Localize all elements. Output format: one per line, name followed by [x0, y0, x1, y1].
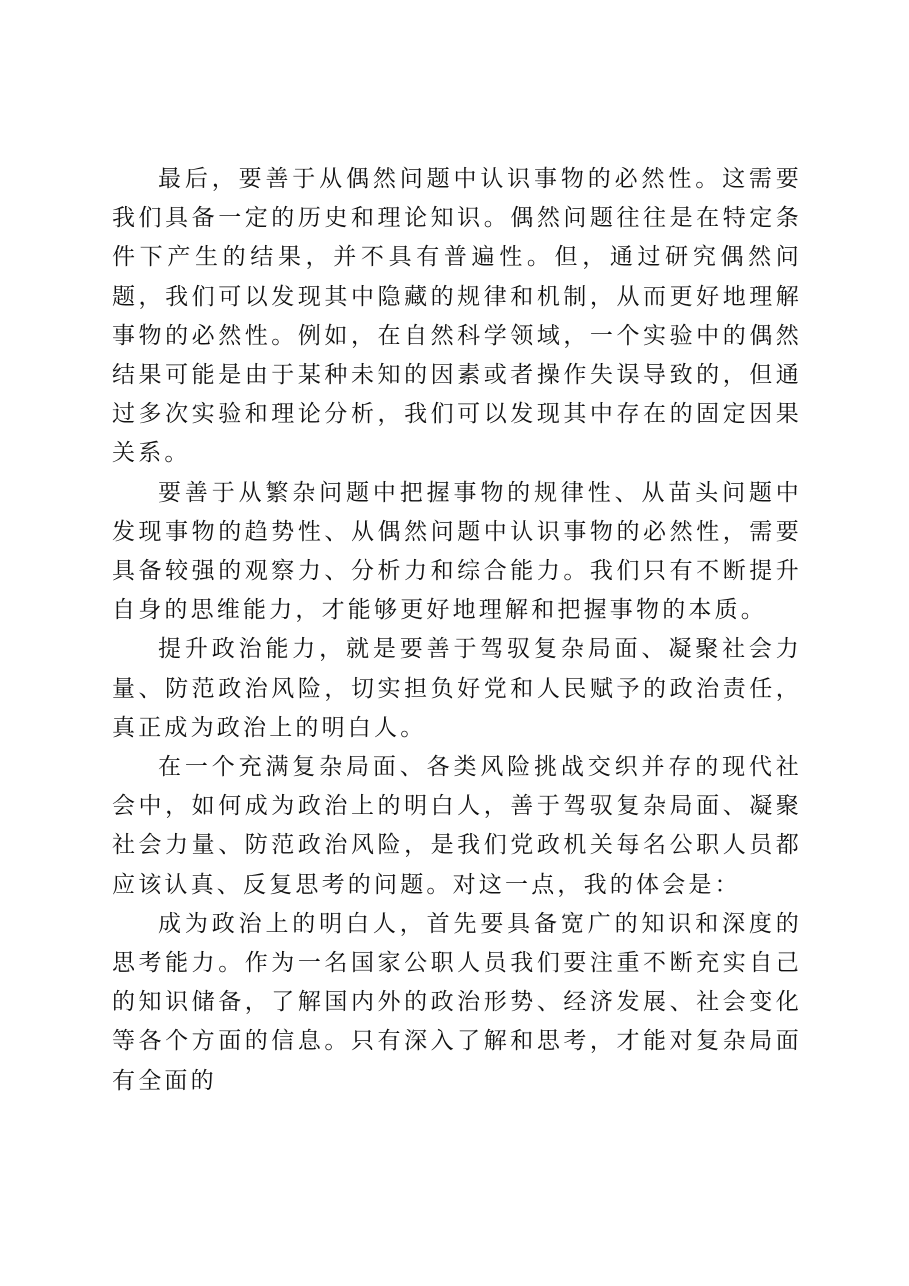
document-body: [112, 160, 802, 1101]
paragraph-4: 在一个充满复杂局面、各类风险挑战交织并存的现代社会中，如何成为政治上的明白人，善于驾驭复杂局面、凝聚社会力量、防范政治风险，是我们党政机关每名公职人员都应该认真、反复思考的问题。对这一点，我的体会是：: [112, 754, 802, 898]
paragraph-1: 最后，要善于从偶然问题中认识事物的必然性。这需要我们具备一定的历史和理论知识。偶然问题往往是在特定条件下产生的结果，并不具有普遍性。但，通过研究偶然问题，我们可以发现其中隐藏的规律和机制，从而更好地理解事物的必然性。例如，在自然科学领域，一个实验中的偶然结果可能是由于某种未知的因素或者操作失误导致的，但通过多次实验和理论分析，我们可以发现其中存在的固定因果关系。: [112, 166, 802, 467]
paragraph-2: 要善于从繁杂问题中把握事物的规律性、从苗头问题中发现事物的趋势性、从偶然问题中认识事物的必然性，需要具备较强的观察力、分析力和综合能力。我们只有不断提升自身的思维能力，才能够更好地理解和把握事物的本质。: [112, 479, 802, 624]
paragraph-3: 提升政治能力，就是要善于驾驭复杂局面、凝聚社会力量、防范政治风险，切实担负好党和人民赋予的政治责任，真正成为政治上的明白人。: [112, 636, 802, 741]
paragraph-5: 成为政治上的明白人，首先要具备宽广的知识和深度的思考能力。作为一名国家公职人员我们要注重不断充实自己的知识储备，了解国内外的政治形势、经济发展、社会变化等各个方面的信息。只有深入了解和思考，才能对复杂局面有全面的: [112, 910, 802, 1094]
